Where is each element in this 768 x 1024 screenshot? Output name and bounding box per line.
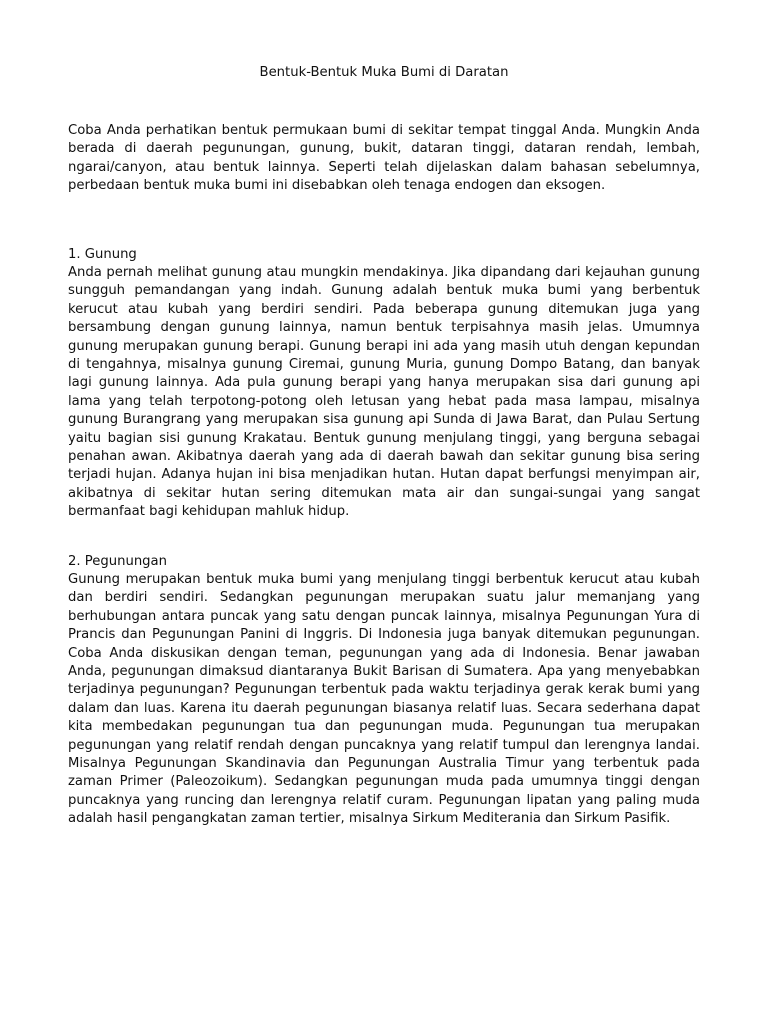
section-body-pegunungan: Gunung merupakan bentuk muka bumi yang menjulang tinggi berbentuk kerucut atau kubah dan berdiri sendiri. Sedangkan pegunungan merupakan suatu jalur memanjang yang berhubungan antara puncak yang satu dengan puncak lainnya, misalnya Pegunungan Yura di Prancis dan Pegunungan Panini di Inggris. Di Indonesia juga banyak ditemukan pegunungan. Coba Anda diskusikan dengan teman, pegunungan yang ada di Indonesia. Benar jawaban Anda, pegunungan dimaksud diantaranya Bukit Barisan di Sumatera. Apa yang menyebabkan terjadinya pegunungan? Pegunungan terbentuk pada waktu terjadinya gerak kerak bumi yang dalam dan luas. Karena itu daerah pegunungan biasanya relatif luas. Secara sederhana dapat kita membedakan pegunungan tua dan pegunungan muda. Pegunungan tua merupakan pegunungan yang relatif rendah dengan puncaknya yang relatif tumpul dan lerengnya landai. Misalnya Pegunungan Skandinavia dan Pegunungan Australia Timur yang terbentuk pada zaman Primer (Paleozoikum). Sedangkan pegunungan muda pada umumnya tinggi dengan puncaknya yang runcing dan lerengnya relatif curam. Pegunungan lipatan yang paling muda adalah hasil pengangkatan zaman tertier, misalnya Sirkum Mediterania dan Sirkum Pasifik. [68, 572, 700, 827]
section-heading-gunung: 1. Gunung [68, 247, 137, 262]
section-body-gunung: Anda pernah melihat gunung atau mungkin mendakinya. Jika dipandang dari kejauhan gunung sungguh pemandangan yang indah. Gunung adalah bentuk muka bumi yang berbentuk kerucut atau kubah yang berdiri sendiri. Pada beberapa gunung ditemukan juga yang bersambung dengan gunung lainnya, namun bentuk terpisahnya masih jelas. Umumnya gunung merupakan gunung berapi. Gunung berapi ini ada yang masih utuh dengan kepundan di tengahnya, misalnya gunung Ciremai, gunung Muria, gunung Dompo Batang, dan banyak lagi gunung lainnya. Ada pula gunung berapi yang hanya merupakan sisa dari gunung api lama yang telah terpotong-potong oleh letusan yang hebat pada masa lampau, misalnya gunung Burangrang yang merupakan sisa gunung api Sunda di Jawa Barat, dan Pulau Sertung yaitu bagian sisi gunung Krakatau. Bentuk gunung menjulang tinggi, yang berguna sebagai penahan awan. Akibatnya daerah yang ada di daerah bawah dan sekitar gunung bisa sering terjadi hujan. Adanya hujan ini bisa menjadikan hutan. Hutan dapat berfungsi menyimpan air, akibatnya di sekitar hutan sering ditemukan mata air dan sungai-sungai yang sangat bermanfaat bagi kehidupan mahluk hidup. [68, 265, 700, 520]
document-title: Bentuk-Bentuk Muka Bumi di Daratan [259, 65, 509, 80]
intro-paragraph: Coba Anda perhatikan bentuk permukaan bumi di sekitar tempat tinggal Anda. Mungkin Anda berada di daerah pegunungan, gunung, bukit, dataran tinggi, dataran rendah, lembah, ngarai/canyon, atau bentuk lainnya. Seperti telah dijelaskan dalam bahasan sebelumnya, perbedaan bentuk muka bumi ini disebabkan oleh tenaga endogen dan eksogen. [68, 123, 700, 194]
section-heading-pegunungan: 2. Pegunungan [68, 554, 167, 569]
